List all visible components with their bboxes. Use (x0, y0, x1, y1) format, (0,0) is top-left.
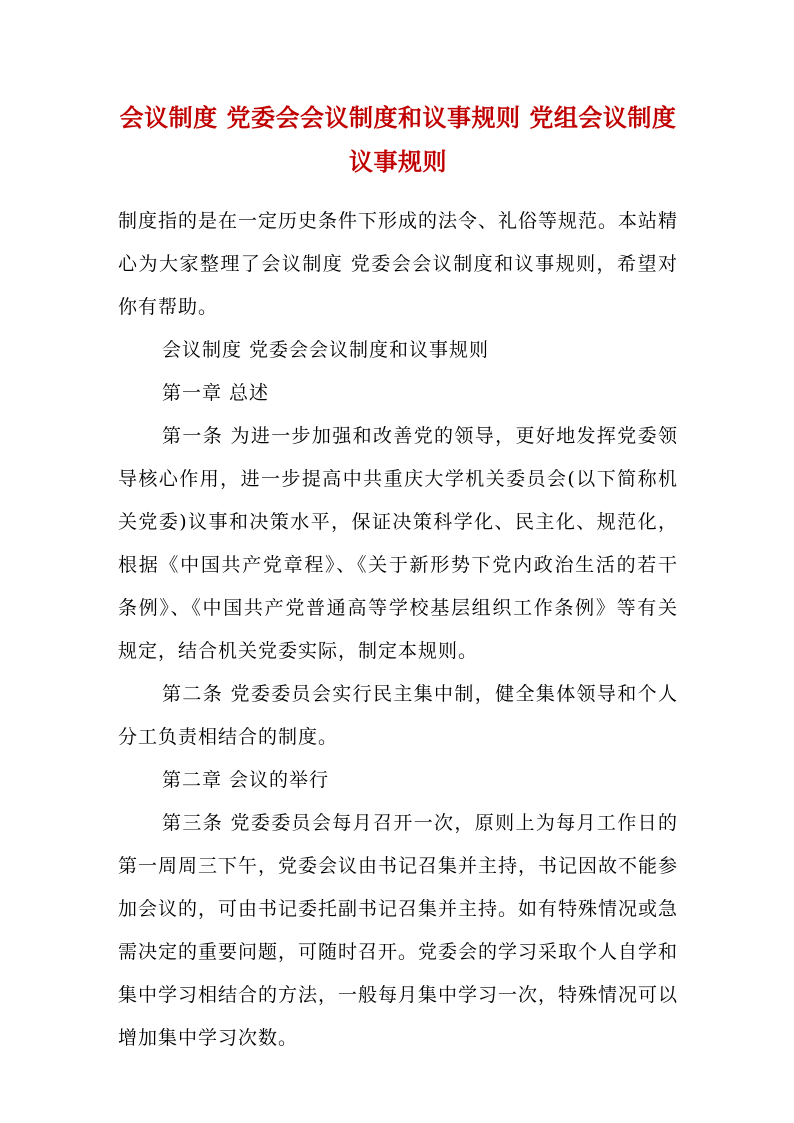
chapter-1-heading: 第一章 总述 (162, 382, 270, 404)
section-heading: 会议制度 党委会会议制度和议事规则 (162, 339, 490, 361)
article-3: 第三条 党委委员会每月召开一次，原则上为每月工作日的第一周周三下午，党委会议由书记召集并主持，书记因故不能参加会议的，可由书记委托副书记召集并主持。如有特殊情况或急需决定的重要问题，可随时召开。党委会的学习采取个人自学和集中学习相结合的方法，一般每月集中学习一次，特殊情况可以增加集中学习次数。 (118, 812, 679, 1049)
title-line-1: 会议制度 党委会会议制度和议事规则 党组会议制度 (119, 103, 677, 132)
title-line-2: 议事规则 (349, 147, 447, 176)
document-title (118, 96, 678, 184)
document-page (118, 96, 678, 1060)
article-2: 第二条 党委委员会实行民主集中制，健全集体领导和个人分工负责相结合的制度。 (118, 683, 678, 748)
article-1: 第一条 为进一步加强和改善党的领导，更好地发挥党委领导核心作用，进一步提高中共重庆大学机关委员会(以下简称机关党委)议事和决策水平，保证决策科学化、民主化、规范化，根据《中国共产党章程》、《关于新形势下党内政治生活的若干条例》、《中国共产党普通高等学校基层组织工作条例》等有关规定，结合机关党委实际，制定本规则。 (118, 425, 678, 662)
chapter-2-heading: 第二章 会议的举行 (162, 769, 330, 791)
intro-paragraph: 制度指的是在一定历史条件下形成的法令、礼俗等规范。本站精心为大家整理了会议制度 党委会会议制度和议事规则，希望对你有帮助。 (118, 210, 679, 318)
